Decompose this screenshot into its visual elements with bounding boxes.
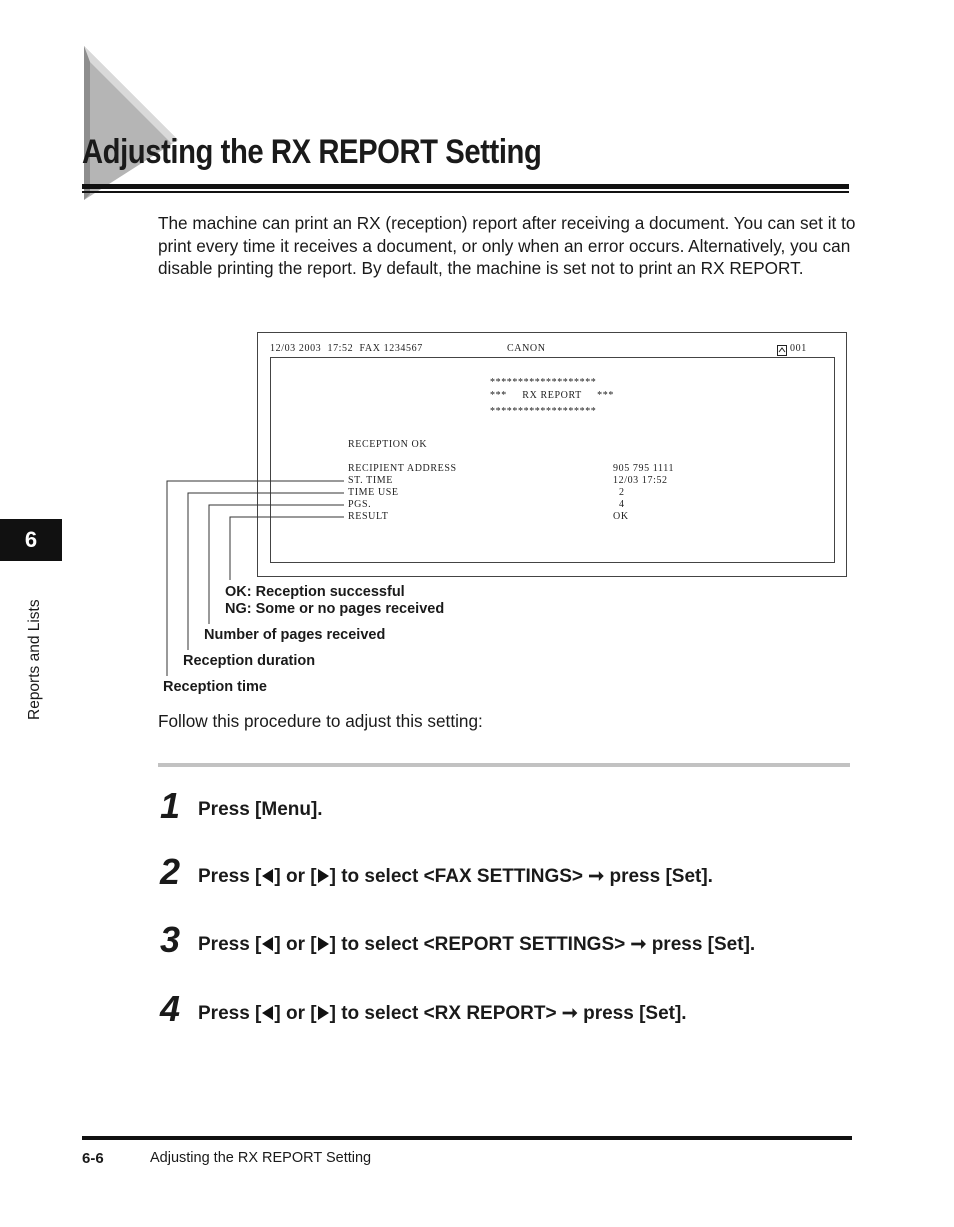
step-text-part: Press [: [198, 934, 262, 955]
left-arrow-key-icon: [262, 869, 273, 883]
step-text-part: press [Set].: [604, 866, 713, 887]
step-text-part: press [Set].: [646, 934, 756, 955]
callout-ok-text: Reception successful: [255, 584, 405, 600]
report-stars-top: *******************: [490, 377, 597, 388]
callout-ok: [225, 584, 405, 600]
step-number: 1: [160, 785, 181, 826]
callout-ng-key: NG:: [225, 601, 252, 617]
callout-duration: Reception duration: [183, 653, 316, 669]
step-text-part: ] to select <REPORT SETTINGS>: [329, 934, 631, 955]
step-text-part: press [Set].: [577, 1003, 687, 1024]
report-header-center: CANON: [507, 343, 546, 354]
report-row-label: RESULT: [348, 511, 389, 522]
report-row-label: TIME USE: [348, 487, 399, 498]
step-text-part: ] or [: [274, 866, 317, 887]
step-number: 3: [160, 919, 181, 960]
arrow-right-icon: ➞: [630, 934, 647, 955]
step-text-part: Press [: [198, 866, 262, 887]
footer-title: Adjusting the RX REPORT Setting: [150, 1150, 372, 1166]
report-stars-bottom: *******************: [490, 406, 597, 417]
intro-text: The machine can print an RX (reception) report after receiving a document. You can set it to print every time it receives a document, or only when an error occurs. Alternatively, you can disable printing the report. By default, the machine is set not to print an RX REPORT.: [158, 213, 856, 279]
procedure-intro: Follow this procedure to adjust this setting:: [158, 711, 483, 731]
procedure-rule: [158, 763, 850, 767]
left-arrow-key-icon: [262, 937, 273, 951]
step-text: [198, 1002, 687, 1025]
report-row-value: 905 795 1111: [613, 463, 675, 474]
step-text: [198, 865, 713, 888]
report-row-value: 4: [619, 499, 625, 510]
footer-rule: [82, 1136, 852, 1140]
report-header-page: 001: [790, 343, 807, 354]
report-row-label: ST. TIME: [348, 475, 393, 486]
step-text-part: Press [: [198, 1003, 262, 1024]
callout-pages: Number of pages received: [204, 627, 386, 643]
callout-time: Reception time: [163, 679, 267, 695]
report-row-label: PGS.: [348, 499, 372, 510]
chapter-label: Reports and Lists: [26, 599, 43, 720]
report-header-left: 12/03 2003 17:52 FAX 1234567: [270, 343, 423, 354]
right-arrow-key-icon: [318, 937, 329, 951]
arrow-right-icon: ➞: [561, 1003, 578, 1024]
right-arrow-key-icon: [318, 869, 329, 883]
report-row-value: OK: [613, 511, 629, 522]
callout-ng-text: Some or no pages received: [255, 601, 445, 617]
step-number: 2: [160, 851, 181, 892]
step-text-part: ] to select <RX REPORT>: [329, 1003, 562, 1024]
step-number: 4: [160, 988, 181, 1029]
footer-page-number: 6-6: [82, 1150, 104, 1167]
report-row-value: 12/03 17:52: [613, 475, 668, 486]
step-text: Press [Menu].: [198, 799, 323, 820]
step-text-part: ] or [: [274, 1003, 317, 1024]
chapter-tab: 6: [0, 519, 62, 561]
report-row-label: RECIPIENT ADDRESS: [348, 463, 457, 474]
right-arrow-key-icon: [318, 1006, 329, 1020]
arrow-right-icon: ➞: [588, 866, 605, 887]
left-arrow-key-icon: [262, 1006, 273, 1020]
step-text-part: ] or [: [274, 934, 317, 955]
callout-ok-key: OK:: [225, 584, 252, 600]
step-text-part: ] to select <FAX SETTINGS>: [329, 866, 589, 887]
report-row-value: 2: [619, 487, 625, 498]
report-status: RECEPTION OK: [348, 439, 428, 450]
page-title: Adjusting the RX REPORT Setting: [82, 133, 542, 171]
step-text: [198, 933, 755, 956]
report-title: *** RX REPORT ***: [490, 390, 614, 401]
callout-ng: [225, 601, 444, 617]
